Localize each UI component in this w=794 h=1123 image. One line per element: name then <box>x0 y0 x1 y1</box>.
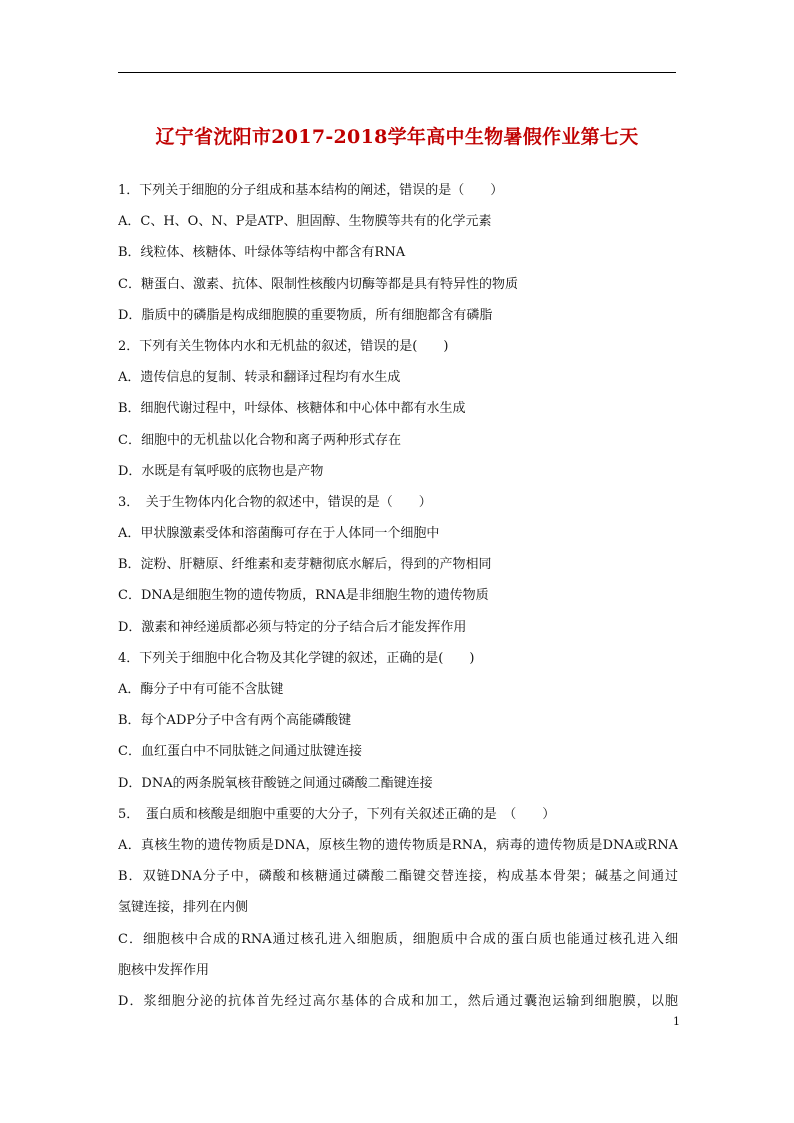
question-1-option-c: C．糖蛋白、激素、抗体、限制性核酸内切酶等都是具有特异性的物质 <box>118 276 518 292</box>
question-3-option-a: A．甲状腺激素受体和溶菌酶可存在于人体同一个细胞中 <box>118 526 440 542</box>
question-4-option-c: C．血红蛋白中不同肽链之间通过肽键连接 <box>118 744 362 760</box>
question-2-stem: 2．下列有关生物体内水和无机盐的叙述，错误的是( ) <box>118 338 449 354</box>
header-rule <box>118 72 676 73</box>
question-2-option-b: B．细胞代谢过程中，叶绿体、核糖体和中心体中都有水生成 <box>118 401 466 417</box>
question-5-option-a: A．真核生物的遗传物质是DNA，原核生物的遗传物质是RNA，病毒的遗传物质是DNA或RNA <box>118 837 678 853</box>
question-4-stem: 4．下列关于细胞中化合物及其化学键的叙述，正确的是( ) <box>118 650 475 666</box>
question-3-option-d: D．激素和神经递质都必须与特定的分子结合后才能发挥作用 <box>118 619 467 635</box>
question-3-option-b: B．淀粉、肝糖原、纤维素和麦芽糖彻底水解后，得到的产物相同 <box>118 557 492 573</box>
question-1-option-d: D．脂质中的磷脂是构成细胞膜的重要物质，所有细胞都含有磷脂 <box>118 307 493 323</box>
question-5-option-b: B．双链DNA分子中，磷酸和核糖通过磷酸二酯键交替连接，构成基本骨架；碱基之间通过 <box>118 869 678 885</box>
question-4-option-d: D．DNA的两条脱氧核苷酸链之间通过磷酸二酯键连接 <box>118 775 433 791</box>
page-number: 1 <box>673 1015 680 1028</box>
question-5-option-b-continued: 氢键连接，排列在内侧 <box>118 900 249 916</box>
question-1-stem: 1．下列关于细胞的分子组成和基本结构的阐述，错误的是（ ） <box>118 183 504 198</box>
question-5-stem: 5． 蛋白质和核酸是细胞中重要的大分子，下列有关叙述正确的是 （ ） <box>118 806 556 822</box>
question-5-option-c-continued: 胞核中发挥作用 <box>118 962 210 978</box>
question-3-option-c: C．DNA是细胞生物的遗传物质，RNA是非细胞生物的遗传物质 <box>118 588 489 604</box>
document-title: 辽宁省沈阳市2017-2018学年高中生物暑假作业第七天 <box>155 126 639 148</box>
question-3-stem: 3． 关于生物体内化合物的叙述中，错误的是（ ） <box>118 494 432 510</box>
question-2-option-c: C．细胞中的无机盐以化合物和离子两种形式存在 <box>118 432 401 448</box>
question-4-option-b: B．每个ADP分子中含有两个高能磷酸键 <box>118 713 352 729</box>
document-body <box>118 175 678 1017</box>
question-1-option-a: A．C、H、O、N、P是ATP、胆固醇、生物膜等共有的化学元素 <box>118 214 492 230</box>
question-5-option-d: D．浆细胞分泌的抗体首先经过高尔基体的合成和加工，然后通过囊泡运输到细胞膜，以胞 <box>118 993 678 1009</box>
question-1-option-b: B．线粒体、核糖体、叶绿体等结构中都含有RNA <box>118 245 406 261</box>
question-2-option-a: A．遗传信息的复制、转录和翻译过程均有水生成 <box>118 370 401 386</box>
question-2-option-d: D．水既是有氧呼吸的底物也是产物 <box>118 463 324 479</box>
question-5-option-c: C．细胞核中合成的RNA通过核孔进入细胞质，细胞质中合成的蛋白质也能通过核孔进入细 <box>118 931 678 947</box>
question-4-option-a: A．酶分子中有可能不含肽键 <box>118 682 284 697</box>
